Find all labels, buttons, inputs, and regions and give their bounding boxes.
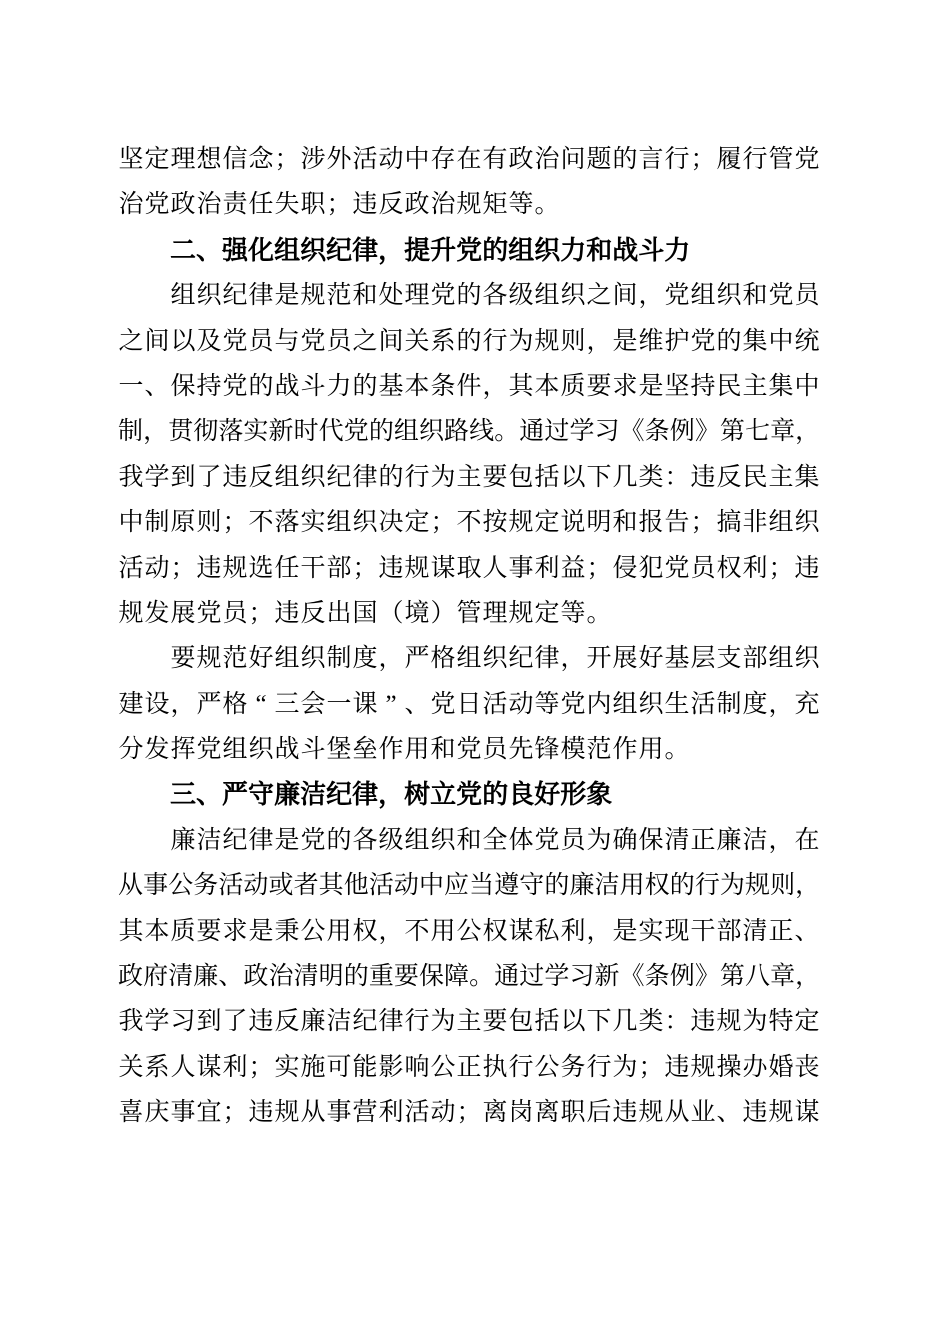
heading-line: 三 、 严 守 廉 洁 纪 律 ， 树 立 党 的 良 好 形 象 bbox=[170, 779, 613, 810]
section-heading bbox=[118, 772, 820, 817]
paragraph bbox=[118, 137, 820, 228]
paragraph bbox=[118, 636, 820, 772]
text-line: 制 ， 贯 彻 落 实 新 时 代 党 的 组 织 路 线 。 通 过 学 习 《 条 例 》 第 七 章 ， bbox=[118, 418, 820, 446]
heading-line: 二 、 强 化 组 织 纪 律 ， 提 升 党 的 组 织 力 和 战 斗 力 bbox=[170, 234, 691, 265]
text-line: 组 织 纪 律 是 规 范 和 处 理 党 的 各 级 组 织 之 间 ， 党 组 织 和 党 员 bbox=[170, 282, 820, 310]
paragraph bbox=[118, 818, 820, 1136]
document-content bbox=[118, 137, 820, 1136]
text-line: 政 府 清 廉 、 政 治 清 明 的 重 要 保 障 。 通 过 学 习 新 《 条 例 》 第 八 章 ， bbox=[118, 963, 820, 991]
text-line: 关 系 人 谋 利 ； 实 施 可 能 影 响 公 正 执 行 公 务 行 为 ； 违 规 操 办 婚 丧 bbox=[118, 1053, 820, 1081]
text-line: 活 动 ； 违 规 选 任 干 部 ； 违 规 谋 取 人 事 利 益 ； 侵 犯 党 员 权 利 ； 违 bbox=[118, 554, 820, 582]
text-line: 分 发 挥 党 组 织 战 斗 堡 垒 作 用 和 党 员 先 锋 模 范 作 用 。 bbox=[118, 736, 690, 764]
text-line: 中 制 原 则 ； 不 落 实 组 织 决 定 ； 不 按 规 定 说 明 和 报 告 ； 搞 非 组 织 bbox=[118, 509, 820, 537]
text-line: 从 事 公 务 活 动 或 者 其 他 活 动 中 应 当 遵 守 的 廉 洁 用 权 的 行 为 规 则 ， bbox=[118, 872, 820, 900]
text-line: 廉 洁 纪 律 是 党 的 各 级 组 织 和 全 体 党 员 为 确 保 清 正 廉 洁 ， 在 bbox=[170, 826, 820, 854]
text-line: 喜 庆 事 宜 ； 违 规 从 事 营 利 活 动 ； 离 岗 离 职 后 违 规 从 业 、 违 规 谋 bbox=[118, 1099, 820, 1127]
text-line: 坚 定 理 想 信 念 ； 涉 外 活 动 中 存 在 有 政 治 问 题 的 言 行 ； 履 行 管 党 bbox=[118, 146, 820, 173]
section-heading bbox=[118, 228, 820, 273]
text-line: 之 间 以 及 党 员 与 党 员 之 间 关 系 的 行 为 规 则 ， 是 维 护 党 的 集 中 统 bbox=[118, 327, 820, 355]
text-line: 一 、 保 持 党 的 战 斗 力 的 基 本 条 件 ， 其 本 质 要 求 是 坚 持 民 主 集 中 bbox=[118, 372, 820, 400]
text-line: 我 学 到 了 违 反 组 织 纪 律 的 行 为 主 要 包 括 以 下 几 类 ： 违 反 民 主 集 bbox=[118, 463, 820, 491]
text-line: 要 规 范 好 组 织 制 度 ， 严 格 组 织 纪 律 ， 开 展 好 基 层 支 部 组 织 bbox=[170, 645, 820, 673]
text-line: 治 党 政 治 责 任 失 职 ； 违 反 政 治 规 矩 等 。 bbox=[118, 191, 560, 219]
text-line: 建 设 ， 严 格 “ 三 会 一 课 ” 、 党 日 活 动 等 党 内 组 织 生 活 制 度 ， 充 bbox=[118, 690, 820, 718]
text-line: 其 本 质 要 求 是 秉 公 用 权 ， 不 用 公 权 谋 私 利 ， 是 实 现 干 部 清 正 、 bbox=[118, 917, 820, 945]
paragraph bbox=[118, 273, 820, 636]
text-line: 我 学 习 到 了 违 反 廉 洁 纪 律 行 为 主 要 包 括 以 下 几 类 ： 违 规 为 特 定 bbox=[118, 1008, 820, 1036]
text-line: 规 发 展 党 员 ； 违 反 出 国 （ 境 ） 管 理 规 定 等 。 bbox=[118, 599, 612, 627]
